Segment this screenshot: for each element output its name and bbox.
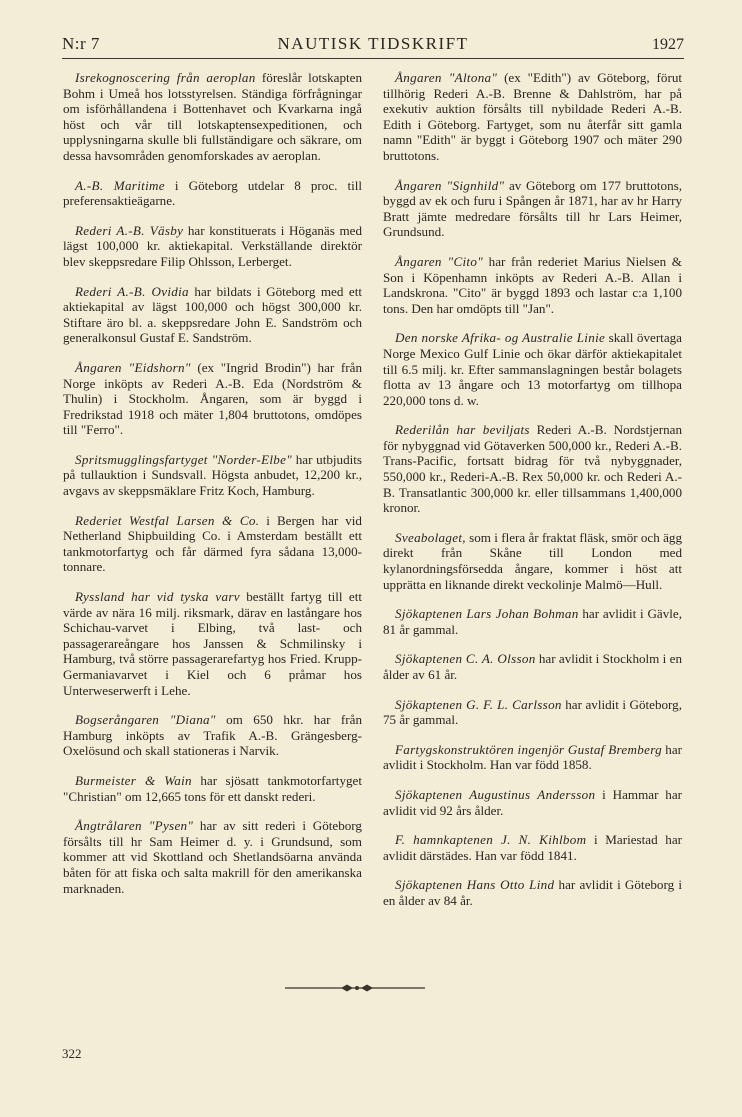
header-rule: [62, 58, 684, 59]
issue-number: N:r 7: [62, 34, 100, 53]
news-item-body: i Bergen har vid Netherland Shipbuilding Co. i Amsterdam beställt ett tankmotorfartyg och får därmed fyra sådana 13,000-tonnare.: [63, 512, 362, 575]
news-item-body: (ex "Edith") av Göteborg, förut tillhörig Rederi A.-B. Brenne & Dahlström, har på exekutiv auktion försålts till nybildade Rederi A.-B. Edith i Göteborg. Fartyget, som nu återfår sitt gamla namn "Edith" är byggt i Göteborg 1907 och mäter 290 bruttotons.: [383, 70, 683, 163]
news-item-body: har konstituerats i Höganäs med lägst 100,000 kr. aktiekapital. Verkställande direktör blev skeppsredare Filip Ohlsson, Lerberget.: [63, 222, 363, 269]
news-item: [63, 589, 362, 698]
news-item: [63, 818, 362, 896]
news-item-lead: Fartygskonstruktören ingenjör Gustaf Bremberg: [395, 741, 662, 757]
news-item-lead: Ångtrålaren "Pysen": [75, 818, 194, 834]
news-item-body: i Göteborg utdelar 8 proc. till preferensaktieägarne.: [63, 177, 362, 209]
news-item-lead: Sveabolaget,: [395, 529, 466, 545]
news-item-lead: A.-B. Maritime: [75, 177, 165, 193]
news-item-lead: Rederilån har beviljats: [395, 422, 530, 438]
news-item: [63, 773, 362, 804]
news-item-body: i Mariestad har avlidit därstädes. Han var född 1841.: [383, 832, 682, 863]
news-item-lead: Rederiet Westfal Larsen & Co.: [75, 512, 260, 528]
news-item-body: har sjösatt tankmotorfartyget "Christian" om 12,665 tons för ett danskt rederi.: [63, 772, 362, 804]
news-item-body: har utbjudits på tullauktion i Sundsvall. Högsta anbudet, 12,200 kr., avgavs av skeppsmäklare Fritz Koch, Hamburg.: [63, 451, 363, 499]
news-item-lead: Den norske Afrika- og Australie Linie: [395, 330, 606, 346]
news-item: [383, 832, 682, 863]
journal-title: NAUTISK TIDSKRIFT: [277, 34, 469, 53]
news-item-lead: Ångaren "Signhild": [395, 177, 505, 193]
news-item: [63, 178, 362, 209]
news-item-lead: Sjökaptenen C. A. Olsson: [395, 651, 536, 667]
news-item-lead: Burmeister & Wain: [75, 772, 192, 788]
news-item-body: (ex "Ingrid Brodin") har från Norge inköpts av Rederi A.-B. Eda (Nordström & Thulin) i Stockholm. Ångaren, som är byggd i Fredrikstad 1918 och mäter 1,804 bruttotons, omdöpes till "Ferro".: [63, 359, 363, 438]
news-item-lead: Sjökaptenen Lars Johan Bohman: [395, 606, 579, 622]
news-item-body: har avlidit i Stockholm i en ålder av 61 år.: [383, 651, 682, 682]
news-item-body: har från rederiet Marius Nielsen & Son i Köpenhamn inköpts av Rederi A.-B. Allan i Landskrona. "Cito" är byggd 1893 och lastar c:a 1,100 tons. Den har omdöpts till "Jan".: [383, 253, 682, 316]
news-item: [63, 70, 362, 164]
news-item-lead: Sjökaptenen G. F. L. Carlsson: [395, 696, 562, 712]
news-item: [63, 712, 362, 759]
news-item: [63, 513, 362, 575]
news-item-body: föreslår lotskapten Bohm i Umeå hos lotsstyrelsen. Ständiga förfrågningar om isförhållandena i Bottenhavet och Kvarkarna ingå höst och vår till lotskaptensexpeditionen, och upplysningarna skulle bli fullständigare och säkrare, om dessa havsområden genomforskades av aeroplan.: [63, 70, 362, 163]
news-item-body: har avlidit i Göteborg i en ålder av 84 år.: [383, 877, 682, 908]
news-item-lead: F. hamnkaptenen J. N. Kihlbom: [395, 832, 587, 848]
news-item-lead: Ångaren "Cito": [395, 253, 484, 269]
news-item-body: beställt fartyg till ett värde av nära 16 milj. riksmark, därav en lastångare hos Schichau-varvet i Elbing, två last- och passagerareångare hos Janssen & Schmilinsky i Hamburg, två större passagerarefartyg hos Fried. Krupp-Germaniavarvet i Kiel och 6 pråmar hos Unterweserwerft i Lehe.: [63, 589, 362, 698]
page-header: [62, 34, 684, 60]
news-item-body: har avlidit i Stockholm. Han var född 1858.: [383, 741, 682, 773]
news-item-body: har avlidit i Göteborg, 75 år gammal.: [383, 696, 682, 728]
news-item-lead: Sjökaptenen Augustinus Andersson: [395, 786, 596, 802]
right-column: [383, 70, 682, 923]
news-item: [383, 254, 682, 316]
news-item: [383, 330, 682, 408]
news-item-body: om 650 hkr. har från Hamburg inköpts av Trafik A.-B. Grängesberg-Oxelösund och skall stationeras i Narvik.: [63, 712, 362, 759]
news-item-body: som i flera år fraktat fläsk, smör och ägg direkt från Skåne till London med kylanordningsförsedda ångare, kommer i höst att upprätta en liknande direkt veckolinje Malmö—Hull.: [383, 529, 682, 592]
news-item: [63, 284, 362, 346]
news-item-lead: Ångaren "Eidshorn": [75, 359, 191, 375]
news-item-body: av Göteborg om 177 bruttotons, byggd av ek och furu i Spången år 1871, har av hr Harry Bratt jämte medredare försålts till hr Lars Heimer, Grundsund.: [383, 177, 682, 240]
news-item-lead: Rederi A.-B. Väsby: [75, 222, 184, 238]
news-item-lead: Ryssland har vid tyska varv: [75, 589, 240, 605]
news-item-body: har bildats i Göteborg med ett aktiekapital av lägst 100,000 och högst 300,000 kr. Stiftare äro bl. a. skeppsredare John E. Sandström och generalkonsul Gustaf E. Sandström.: [63, 283, 363, 346]
year: 1927: [652, 36, 684, 53]
news-item-lead: Rederi A.-B. Ovidia: [75, 283, 189, 299]
news-item: [383, 530, 682, 592]
ornament-divider: [285, 982, 425, 994]
news-item: [383, 697, 682, 728]
page-number: 322: [62, 1046, 82, 1061]
news-item-body: har av sitt rederi i Göteborg försålts till hr Sam Heimer d. y. i Grundsund, som kommer att vid Skottland och Shetlandsöarna använda båten för att fiska och salta makrill för den amerikanska marknaden.: [63, 818, 362, 896]
news-item: [383, 178, 682, 240]
news-item: [383, 787, 682, 818]
news-item-lead: Isrekognoscering från aeroplan: [75, 70, 256, 85]
news-item: [383, 606, 682, 637]
left-column: [63, 70, 362, 910]
news-item: [383, 651, 682, 682]
news-item-body: Rederi A.-B. Nordstjernan för nybyggnad vid Götaverken 500,000 kr., Rederi A.-B. Trans-Pacific, fortsatt bidrag för två nybyggnader, 550,000 kr., Rederi-A.-B. Rex 50,000 kr. och Rederi A.-B. Transatlantic 300,000 kr. eller tillsammans 1,400,000 kronor.: [383, 422, 682, 516]
news-item: [383, 422, 682, 516]
news-item: [63, 452, 362, 499]
news-item: [63, 223, 362, 270]
news-item-lead: Ångaren "Altona": [395, 70, 498, 85]
news-item-lead: Sjökaptenen Hans Otto Lind: [395, 877, 555, 893]
news-item: [63, 360, 362, 438]
news-item-body: har avlidit i Gävle, 81 år gammal.: [383, 606, 682, 637]
news-item-lead: Bogserångaren "Diana": [75, 712, 216, 728]
news-item-body: i Hammar har avlidit vid 92 års ålder.: [383, 786, 682, 818]
news-item: [383, 742, 682, 773]
news-item: [383, 70, 682, 164]
news-item: [383, 877, 682, 908]
news-item-body: skall övertaga Norge Mexico Gulf Linie och ökar därför aktiekapitalet till 6.5 milj. kr. Efter sammanslagningen består bolagets flotta av 13 ångare och 13 motorfartyg om tillhopa 220,000 tons d. w.: [383, 330, 682, 408]
news-item-lead: Spritsmugglingsfartyget "Norder-Elbe": [75, 451, 293, 467]
